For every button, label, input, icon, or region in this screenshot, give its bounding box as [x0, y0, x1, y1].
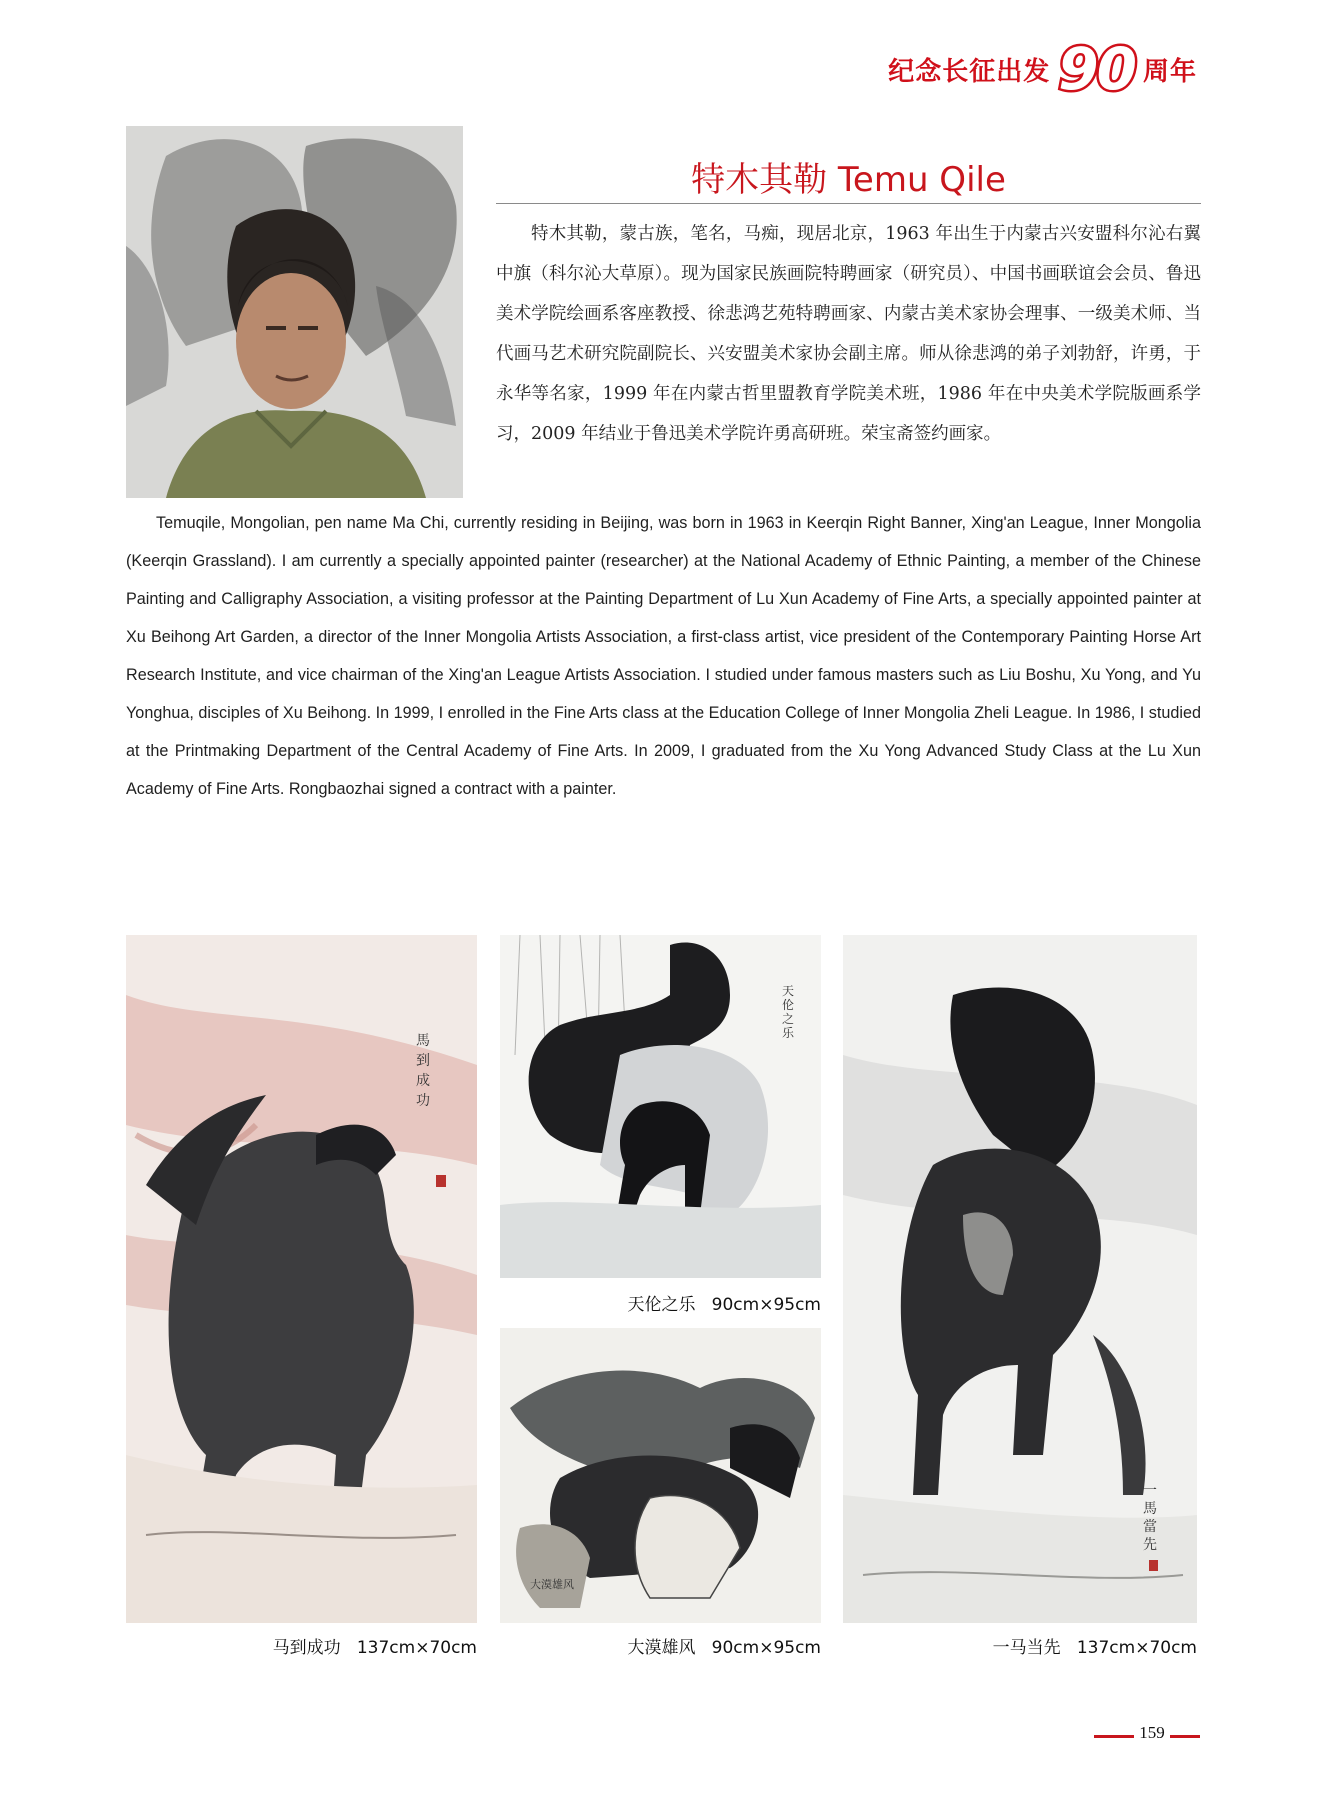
caption-size: 90cm×95cm [711, 1638, 821, 1658]
artist-name-heading: 特木其勒 Temu Qile [691, 160, 1006, 200]
svg-text:馬: 馬 [1143, 1501, 1157, 1517]
svg-text:大漠雄风: 大漠雄风 [530, 1578, 574, 1591]
page-number: 159 [1139, 1723, 1165, 1742]
painting-ma-dao-cheng-gong [126, 935, 477, 1623]
svg-text:當: 當 [1143, 1519, 1157, 1535]
painting-yi-ma-dang-xian [843, 935, 1197, 1623]
header-number: 90 [1058, 35, 1135, 103]
svg-text:成: 成 [416, 1073, 430, 1089]
caption-ma-dao-cheng-gong [126, 1633, 477, 1658]
bio-english-paragraph: Temuqile, Mongolian, pen name Ma Chi, currently residing in Beijing, was born in 1963 in Keerqin Right Banner, Xing'an League, Inner Mongolia (Keerqin Grassland). I am currently a specially appointed painter (researcher) at the National Academy of Ethnic Painting, a member of the Chinese Painting and Calligraphy Association, a visiting professor at the Painting Department of Lu Xun Academy of Fine Arts, a specially appointed painter at Xu Beihong Art Garden, a director of the Inner Mongolia Artists Association, a first-class artist, vice president of the Contemporary Painting Horse Art Research Institute, and vice chairman of the Xing'an League Artists Association. I studied under famous masters such as Liu Boshu, Xu Yong, and Yu Yonghua, disciples of Xu Beihong. In 1999, I enrolled in the Fine Arts class at the Education College of Inner Mongolia Zheli League. In 1986, I studied at the Printmaking Department of the Central Academy of Fine Arts. In 2009, I graduated from the Xu Yong Advanced Study Class at the Lu Xun Academy of Fine Arts. Rongbaozhai signed a contract with a painter. [126, 514, 1201, 798]
artist-portrait-photo [126, 126, 463, 498]
caption-size: 137cm×70cm [1076, 1638, 1197, 1658]
svg-text:天: 天 [782, 984, 795, 998]
caption-title: 天伦之乐 [627, 1295, 696, 1315]
painting-tian-lun-zhi-le [500, 935, 821, 1278]
svg-text:伦: 伦 [782, 998, 795, 1012]
portrait-illustration [126, 126, 463, 498]
svg-text:先: 先 [1143, 1537, 1157, 1553]
page-header [888, 35, 1197, 103]
svg-text:一: 一 [1143, 1483, 1157, 1499]
painting-da-mo-xiong-feng [500, 1328, 821, 1623]
caption-title: 大漠雄风 [627, 1638, 696, 1658]
header-text-right: 周年 [1142, 56, 1197, 87]
heading-divider [496, 203, 1201, 204]
footer-rule-right [1170, 1735, 1200, 1738]
svg-text:之: 之 [782, 1012, 795, 1026]
svg-text:功: 功 [416, 1093, 430, 1109]
caption-size: 137cm×70cm [356, 1638, 477, 1658]
caption-yi-ma-dang-xian [843, 1633, 1197, 1658]
caption-title: 马到成功 [272, 1638, 341, 1658]
caption-size: 90cm×95cm [711, 1295, 821, 1315]
header-text-left: 纪念长征出发 [888, 56, 1051, 87]
bio-chinese-paragraph: 特木其勒，蒙古族，笔名，马痴，现居北京，1963 年出生于内蒙古兴安盟科尔沁右翼中旗（科尔沁大草原）。现为国家民族画院特聘画家（研究员）、中国书画联谊会会员、鲁迅美术学院绘画系客座教授、徐悲鸿艺苑特聘画家、内蒙古美术家协会理事、一级美术师、当代画马艺术研究院副院长、兴安盟美术家协会副主席。师从徐悲鸿的弟子刘勃舒，许勇，于永华等名家，1999 年在内蒙古哲里盟教育学院美术班，1986 年在中央美术学院版画系学习，2009 年结业于鲁迅美术学院许勇高研班。荣宝斋签约画家。 [496, 224, 1201, 444]
svg-text:馬: 馬 [416, 1033, 430, 1049]
caption-tian-lun-zhi-le [500, 1290, 821, 1315]
caption-da-mo-xiong-feng [500, 1633, 821, 1658]
svg-text:乐: 乐 [782, 1026, 795, 1040]
caption-title: 一马当先 [992, 1638, 1061, 1658]
svg-text:到: 到 [416, 1053, 430, 1069]
